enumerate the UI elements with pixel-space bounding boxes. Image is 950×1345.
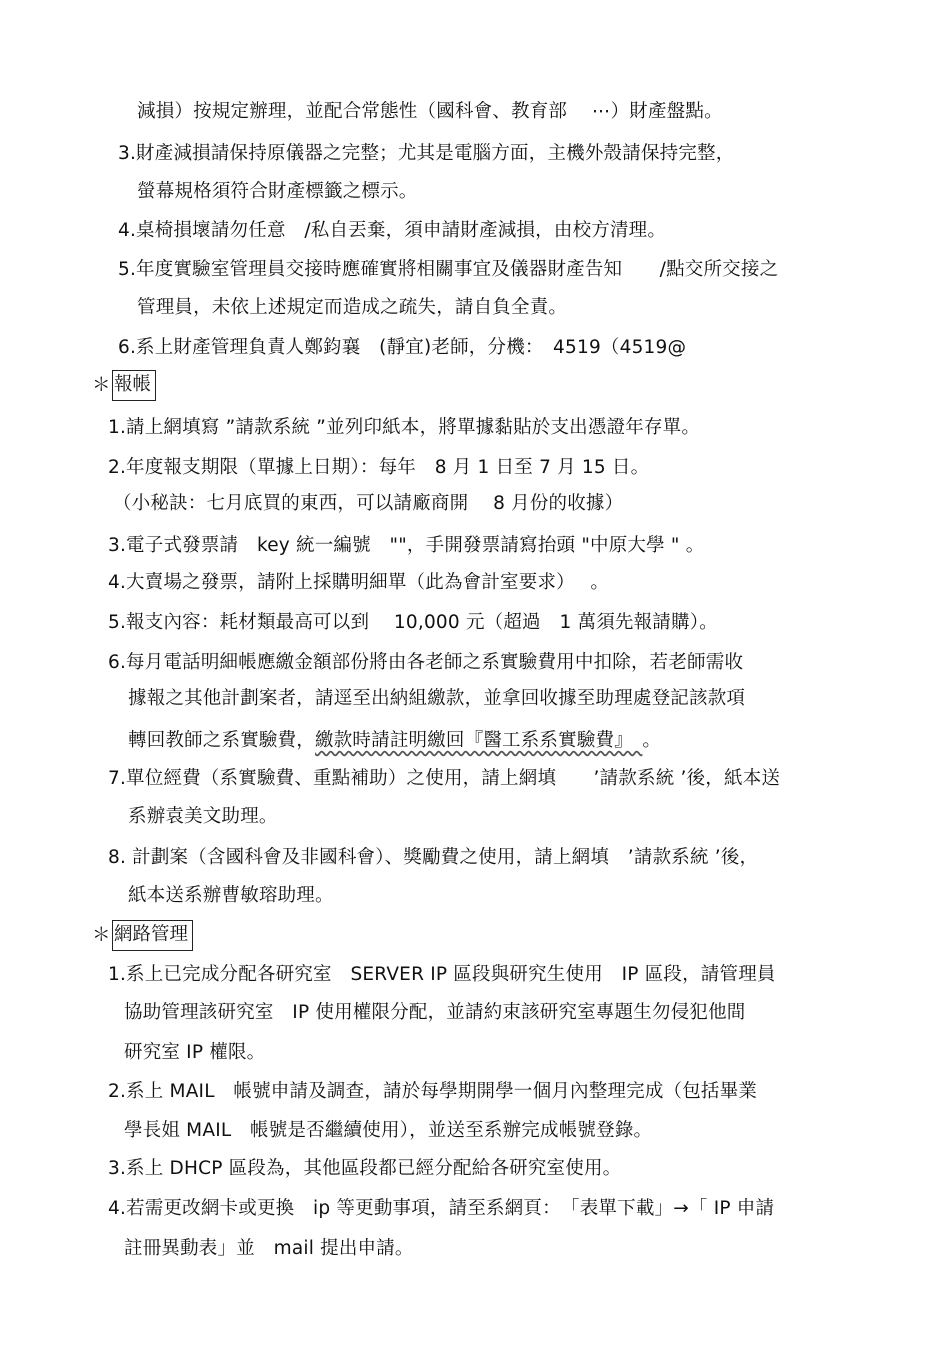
reimburse-line-8: 據報之其他計劃案者，請逕至出納組繳款，並拿回收據至助理處登記該款項 (128, 688, 746, 709)
asset-line-1: 減損）按規定辦理，並配合常態性（國科會、教育部 ⋯）財產盤點。 (137, 101, 723, 122)
network-line-7: 4.若需更改網卡或更換 ip 等更動事項，請至系網頁： 「表單下載」→「 IP 申請 (108, 1198, 775, 1219)
asset-line-2: 3.財產減損請保持原儀器之完整；尤其是電腦方面，主機外殼請保持完整， (118, 143, 735, 164)
network-heading (92, 920, 193, 951)
transfer-note-underlined: 繳款時請註明繳回『醫工系系實驗費』 (315, 730, 643, 751)
reimburse-line-7: 6.每月電話明細帳應繳金額部份將由各老師之系實驗費用中扣除，若老師需收 (108, 652, 744, 673)
network-line-1: 1.系上已完成分配各研究室 SERVER IP 區段與研究生使用 IP 區段，請管理員 (108, 964, 776, 985)
reimburse-line-4: 3.電子式發票請 key 統一編號 ""，手開發票請寫抬頭 "中原大學 " 。 (108, 535, 705, 556)
reimburse-line-12: 8. 計劃案（含國科會及非國科會）、獎勵費之使用，請上網填 ’請款系統 ’後， (108, 847, 759, 868)
network-line-2: 協助管理該研究室 IP 使用權限分配，並請約束該研究室專題生勿侵犯他間 (124, 1002, 746, 1023)
network-line-3: 研究室 IP 權限。 (124, 1042, 266, 1063)
transfer-suffix: 。 (642, 730, 662, 751)
asset-line-5: 5.年度實驗室管理員交接時應確實將相關事宜及儀器財產告知 /點交所交接之 (118, 259, 779, 280)
reimburse-line-3: （小秘訣：七月底買的東西，可以請廠商開 8 月份的收據） (113, 493, 624, 514)
transfer-text: 轉回教師之系實驗費， (128, 730, 316, 751)
network-line-4: 2.系上 MAIL 帳號申請及調查，請於每學期開學一個月內整理完成（包括畢業 (108, 1081, 758, 1102)
asterisk-icon: ＊ (92, 924, 111, 946)
network-heading-label: 網路管理 (112, 920, 193, 951)
reimburse-heading (92, 370, 156, 401)
reimburse-line-13: 紙本送系辦曹敏瑢助理。 (128, 885, 334, 906)
reimburse-line-10: 7.單位經費（系實驗費、重點補助）之使用，請上網填 ’請款系統 ’後，紙本送 (108, 768, 781, 789)
asset-line-6: 管理員，未依上述規定而造成之疏失，請自負全責。 (137, 297, 568, 318)
network-line-8: 註冊異動表」並 mail 提出申請。 (124, 1238, 414, 1259)
asterisk-icon: ＊ (92, 374, 111, 396)
reimburse-line-1: 1.請上網填寫 ”請款系統 ”並列印紙本，將單據黏貼於支出憑證年存單。 (108, 417, 701, 438)
network-line-5: 學長姐 MAIL 帳號是否繼續使用），並送至系辦完成帳號登錄。 (124, 1120, 653, 1141)
reimburse-heading-label: 報帳 (112, 370, 156, 401)
asset-line-3: 螢幕規格須符合財產標籤之標示。 (137, 181, 418, 202)
reimburse-line-5: 4.大賣場之發票，請附上採購明細單（此為會計室要求） 。 (108, 572, 610, 593)
network-line-6: 3.系上 DHCP 區段為，其他區段都已經分配給各研究室使用。 (108, 1158, 622, 1179)
asset-line-7: 6.系上財產管理負責人鄭鈞襄 (靜宜)老師，分機： 4519（4519@ (118, 337, 687, 358)
reimburse-line-6: 5.報支內容：耗材類最高可以到 10,000 元（超過 1 萬須先報請購）。 (108, 612, 718, 633)
reimburse-line-9 (128, 729, 661, 753)
reimburse-line-2: 2.年度報支期限（單據上日期）：每年 8 月 1 日至 7 月 15 日。 (108, 457, 650, 478)
reimburse-line-11: 系辦袁美文助理。 (128, 806, 278, 827)
asset-line-4: 4.桌椅損壞請勿任意 /私自丟棄，須申請財產減損，由校方清理。 (118, 220, 667, 241)
